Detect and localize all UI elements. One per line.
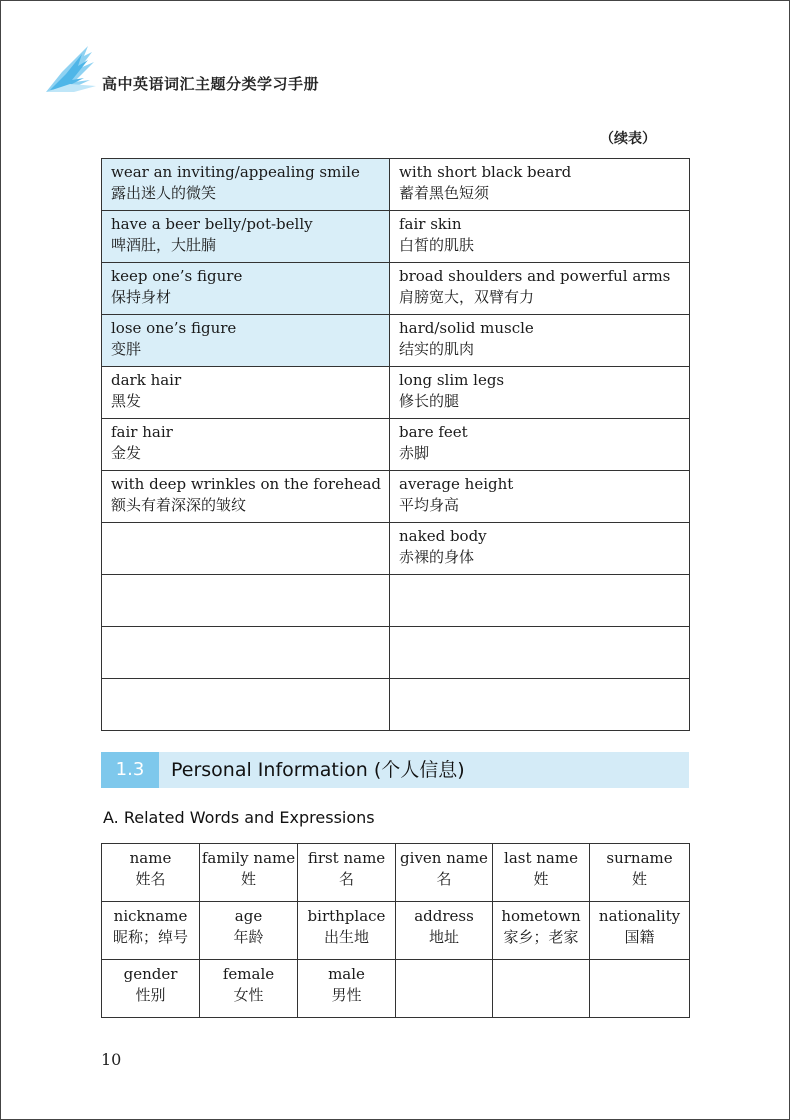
table-row xyxy=(102,211,690,263)
chinese-meaning: 国籍 xyxy=(624,928,655,946)
section-number: 1.3 xyxy=(101,752,159,788)
english-word: address xyxy=(414,907,474,925)
table-row xyxy=(102,159,690,211)
english-phrase: average height xyxy=(399,475,514,493)
english-phrase: with short black beard xyxy=(399,163,572,181)
chinese-meaning: 地址 xyxy=(428,928,459,946)
english-phrase: fair hair xyxy=(111,423,173,441)
chinese-meaning: 保持身材 xyxy=(111,288,172,306)
vocab-cell xyxy=(390,159,690,211)
english-word: gender xyxy=(123,965,178,983)
chinese-meaning: 黑发 xyxy=(111,392,142,410)
word-cell xyxy=(200,844,298,902)
chinese-meaning: 昵称；绰号 xyxy=(112,928,188,946)
chinese-meaning: 名 xyxy=(436,870,452,888)
book-logo-icon xyxy=(44,42,96,94)
word-cell xyxy=(396,844,493,902)
word-cell xyxy=(102,844,200,902)
page-number: 10 xyxy=(101,1050,122,1069)
blank-cell xyxy=(396,960,493,1018)
word-cell xyxy=(298,960,396,1018)
chinese-meaning: 女性 xyxy=(233,986,264,1004)
blank-cell xyxy=(102,575,390,627)
word-cell xyxy=(590,844,690,902)
subsection-title: A. Related Words and Expressions xyxy=(103,808,375,827)
chinese-meaning: 姓名 xyxy=(135,870,166,888)
chinese-meaning: 年龄 xyxy=(233,928,264,946)
table-row xyxy=(102,844,690,902)
table-row xyxy=(102,471,690,523)
table-row-blank xyxy=(102,575,690,627)
vocab-cell xyxy=(390,211,690,263)
english-phrase: have a beer belly/pot-belly xyxy=(111,215,313,233)
english-word: given name xyxy=(400,849,488,867)
english-phrase: lose one’s figure xyxy=(111,319,237,337)
chinese-meaning: 赤裸的身体 xyxy=(399,548,475,566)
word-cell xyxy=(102,902,200,960)
vocab-cell xyxy=(390,367,690,419)
word-cell xyxy=(493,844,590,902)
table-row xyxy=(102,902,690,960)
chinese-meaning: 蓄着黑色短须 xyxy=(399,184,490,202)
table-row-blank xyxy=(102,627,690,679)
word-cell xyxy=(396,902,493,960)
english-phrase: long slim legs xyxy=(399,371,505,389)
table-row xyxy=(102,315,690,367)
word-cell xyxy=(200,902,298,960)
chinese-meaning: 白皙的肌肤 xyxy=(399,236,475,254)
section-heading xyxy=(101,752,689,788)
vocab-cell xyxy=(390,471,690,523)
chinese-meaning: 姓 xyxy=(240,870,256,888)
vocab-cell xyxy=(102,263,390,315)
english-word: female xyxy=(222,965,275,983)
word-cell xyxy=(298,902,396,960)
english-phrase: fair skin xyxy=(399,215,462,233)
vocab-cell xyxy=(102,159,390,211)
english-word: last name xyxy=(504,849,578,867)
chinese-meaning: 啤酒肚，大肚腩 xyxy=(111,236,217,254)
english-word: surname xyxy=(606,849,673,867)
vocab-cell xyxy=(102,419,390,471)
english-word: nickname xyxy=(113,907,188,925)
chinese-meaning: 出生地 xyxy=(323,928,369,946)
chinese-meaning: 赤脚 xyxy=(399,444,430,462)
chinese-meaning: 男性 xyxy=(331,986,362,1004)
personal-info-table xyxy=(101,843,690,1018)
chinese-meaning: 金发 xyxy=(111,444,142,462)
vocab-cell xyxy=(390,315,690,367)
english-word: hometown xyxy=(501,907,581,925)
chinese-meaning: 变胖 xyxy=(111,340,142,358)
vocab-cell xyxy=(102,471,390,523)
english-word: age xyxy=(234,907,263,925)
table-row xyxy=(102,263,690,315)
vocab-cell xyxy=(102,523,390,575)
vocab-cell xyxy=(102,211,390,263)
english-word: first name xyxy=(307,849,386,867)
blank-cell xyxy=(493,960,590,1018)
english-phrase: keep one’s figure xyxy=(111,267,243,285)
blank-cell xyxy=(390,679,690,731)
english-word: family name xyxy=(201,849,296,867)
chinese-meaning: 姓 xyxy=(533,870,549,888)
word-cell xyxy=(102,960,200,1018)
english-word: nationality xyxy=(598,907,681,925)
chinese-meaning: 结实的肌肉 xyxy=(399,340,475,358)
blank-cell xyxy=(590,960,690,1018)
vocab-cell xyxy=(102,367,390,419)
table-row-blank xyxy=(102,679,690,731)
chinese-meaning: 家乡；老家 xyxy=(503,928,579,946)
english-phrase: bare feet xyxy=(399,423,468,441)
english-phrase: with deep wrinkles on the forehead xyxy=(111,475,382,493)
chinese-meaning: 性别 xyxy=(135,986,166,1004)
word-cell xyxy=(200,960,298,1018)
word-cell xyxy=(590,902,690,960)
continued-label: （续表） xyxy=(600,131,656,147)
chinese-meaning: 名 xyxy=(338,870,354,888)
table-row xyxy=(102,367,690,419)
table-row xyxy=(102,960,690,1018)
table-row xyxy=(102,523,690,575)
blank-cell xyxy=(390,575,690,627)
english-word: birthplace xyxy=(307,907,386,925)
english-phrase: hard/solid muscle xyxy=(399,319,534,337)
chinese-meaning: 姓 xyxy=(631,870,647,888)
chinese-meaning: 肩膀宽大，双臂有力 xyxy=(399,288,535,306)
english-phrase: broad shoulders and powerful arms xyxy=(399,267,671,285)
word-cell xyxy=(298,844,396,902)
book-title: 高中英语词汇主题分类学习手册 xyxy=(102,75,320,93)
vocab-cell xyxy=(390,419,690,471)
chinese-meaning: 平均身高 xyxy=(399,496,460,514)
english-phrase: naked body xyxy=(399,527,487,545)
table-row xyxy=(102,419,690,471)
english-phrase: dark hair xyxy=(111,371,182,389)
vocabulary-table xyxy=(101,158,690,731)
english-word: male xyxy=(328,965,365,983)
section-title: Personal Information (个人信息) xyxy=(171,759,465,781)
vocab-cell xyxy=(102,315,390,367)
vocab-cell xyxy=(390,263,690,315)
english-word: name xyxy=(129,849,172,867)
chinese-meaning: 修长的腿 xyxy=(399,392,460,410)
chinese-meaning: 露出迷人的微笑 xyxy=(111,184,217,202)
vocab-cell xyxy=(390,523,690,575)
word-cell xyxy=(493,902,590,960)
chinese-meaning: 额头有着深深的皱纹 xyxy=(111,496,247,514)
blank-cell xyxy=(390,627,690,679)
english-phrase: wear an inviting/appealing smile xyxy=(111,163,360,181)
blank-cell xyxy=(102,627,390,679)
blank-cell xyxy=(102,679,390,731)
